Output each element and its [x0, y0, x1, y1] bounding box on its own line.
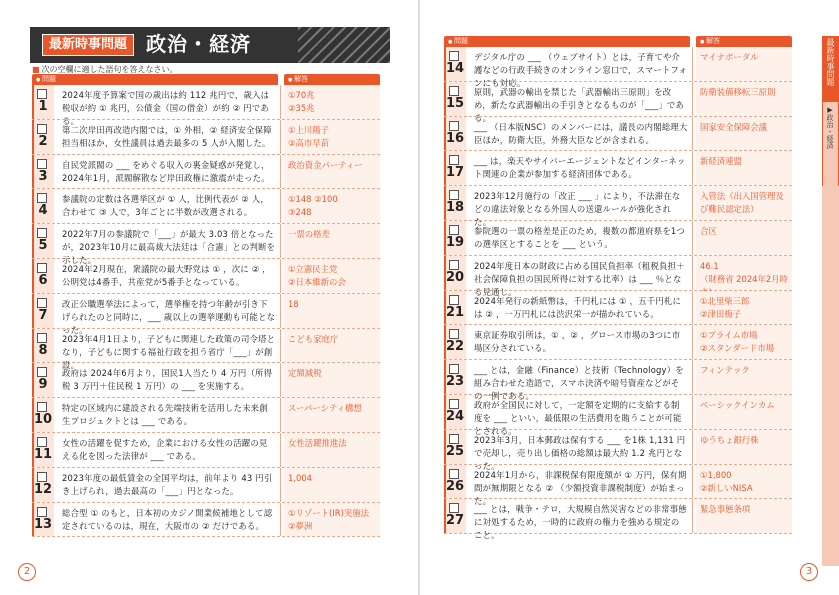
- question-row: [444, 395, 792, 436]
- answer-text: ①70兆 ②35兆: [284, 85, 380, 119]
- checkbox[interactable]: [37, 228, 47, 238]
- answer-text: 合区: [696, 221, 792, 255]
- question-number: 10: [33, 412, 53, 428]
- answer-text: 女性活躍推進法: [284, 433, 380, 467]
- question-row: [444, 465, 792, 506]
- question-text: 女性の活躍を促すため，企業における女性の活躍の見える化を図った法律が ___ である。: [62, 437, 268, 461]
- question-row: [444, 360, 792, 402]
- question-row: [444, 151, 792, 186]
- question-text: 2023年度の最低賃金の全国平均は，前年より 43 円引き上げられ，過去最高の「___」円となった。: [62, 472, 273, 496]
- checkbox[interactable]: [449, 364, 459, 374]
- checkbox[interactable]: [37, 333, 47, 343]
- question-text: 2024年発行の新紙幣は，千円札には ① ，五千円札には ② ，一万円札には渋沢栄一が描かれている。: [474, 295, 682, 319]
- question-text: 自民党派閥の ___ をめぐる収入の裏金疑惑が発覚し，2024年1月，派閥解散など岸田政権に激震が走った。: [62, 159, 270, 183]
- question-number: 27: [445, 513, 465, 529]
- checkbox[interactable]: [449, 329, 459, 339]
- left-page: [0, 0, 419, 595]
- question-row: [32, 363, 380, 398]
- question-text: ___ とは，金融（Finance）と技術（Technology）を組み合わせた造語で，スマホ決済や暗号資産などがその一例である。: [474, 365, 684, 402]
- question-text: 参議院の定数は各選挙区が ① 人，比例代表が ② 人，合わせて ③ 人で，3年ごとに半数が改選される。: [62, 194, 269, 218]
- question-number: 4: [38, 203, 48, 219]
- question-number: 12: [33, 481, 53, 497]
- question-row: [32, 398, 380, 433]
- question-number: 26: [445, 478, 465, 494]
- answer-text: ゆうちょ銀行株: [696, 430, 792, 464]
- checkbox[interactable]: [449, 260, 459, 270]
- answer-text: 一票の格差: [284, 224, 380, 258]
- question-number: 1: [38, 99, 48, 114]
- question-number: 20: [445, 269, 465, 285]
- question-number: 21: [445, 304, 465, 320]
- answer-text: ①上川陽子 ②高市早苗: [284, 120, 380, 154]
- question-text: 改正公職選挙法によって，選挙権を持つ年齢が引き下げられたのと同時に，___ 歳以上の選挙運動も可能となった。: [62, 298, 276, 335]
- answer-text: こども家庭庁: [284, 329, 380, 363]
- checkbox[interactable]: [449, 469, 459, 479]
- question-number: 23: [445, 374, 465, 390]
- question-text: 2023年3月，日本郵政は保有する ___ を1株 1,131 円で売却し，売り出し価格の総額は最大約 1.2 兆円となった。: [474, 434, 686, 471]
- checkbox[interactable]: [449, 86, 459, 96]
- answer-text: 46.1 （財務省 2024年2月時: [696, 256, 792, 290]
- question-row: [32, 503, 380, 538]
- question-row: [32, 259, 380, 294]
- answer-text: ①北里柴三郎 ②津田梅子: [696, 291, 792, 325]
- checkbox[interactable]: [449, 503, 459, 513]
- question-text: 2022年7月の参議院で「___」が最大 3.03 倍となったが，2023年10月に最高裁大法廷は「合憲」との判断を示した。: [62, 229, 276, 266]
- question-row: [32, 329, 380, 370]
- question-row: [32, 155, 380, 190]
- question-text: 東京証券取引所は，① ，② ，グロース市場の3つに市場区分されている。: [474, 330, 681, 354]
- checkbox[interactable]: [449, 295, 459, 305]
- checkbox[interactable]: [449, 51, 459, 61]
- question-number: 16: [445, 130, 465, 146]
- page-number: 3: [800, 563, 818, 581]
- page-number: 2: [18, 563, 36, 581]
- question-number: 9: [38, 377, 48, 393]
- instruction: ■ 次の空欄に適した語句を答えなさい。: [32, 64, 178, 75]
- checkbox[interactable]: [37, 263, 47, 273]
- header-answer: ● 解答: [696, 36, 792, 47]
- question-number: 15: [445, 95, 465, 111]
- question-row: [32, 189, 380, 224]
- question-table-left: [32, 74, 380, 537]
- header-question: ● 問題: [32, 74, 278, 85]
- checkbox[interactable]: [37, 507, 47, 517]
- side-tab-title: 最新時事問題: [826, 38, 835, 86]
- answer-text: 国家安全保障会議: [696, 117, 792, 151]
- checkbox[interactable]: [37, 402, 47, 412]
- question-text: 第二次岸田再改造内閣では，① 外相，② 経済安全保障担当相ほか，女性議員は過去最多の 5 人が入閣した。: [62, 124, 272, 148]
- question-number: 6: [38, 272, 48, 288]
- answer-text: 入管法（出入国管理及び難民認定法）: [696, 186, 792, 220]
- checkbox[interactable]: [449, 121, 459, 131]
- answer-text: ①1,800 ②新しいNISA: [696, 465, 792, 499]
- question-number: 3: [38, 168, 48, 184]
- right-page: [420, 0, 839, 595]
- checkbox[interactable]: [37, 159, 47, 169]
- question-row: [444, 221, 792, 256]
- answer-text: 政治資金パーティー: [284, 155, 380, 189]
- question-row: [444, 256, 792, 297]
- question-text: 2024年2月現在，衆議院の最大野党は ① ，次に ② ，公明党は4番手，共産党が5番手となっている。: [62, 263, 271, 287]
- question-text: 特定の区域内に建設される先端技術を活用した未来創生プロジェクトとは ___ である。: [62, 403, 268, 427]
- question-row: [444, 186, 792, 228]
- checkbox[interactable]: [37, 367, 47, 377]
- checkbox[interactable]: [37, 193, 47, 203]
- question-text: 2023年4月1日より，子どもに関連した政策の司令塔となり，子どもに関する福祉行政を担う省庁「___」が創設。: [62, 333, 276, 370]
- question-number: 24: [445, 408, 465, 424]
- question-text: ___ とは，戦争・テロ，大規模自然災害などの非常事態に対処するため，一時的に政府の権力を強める規定のこと。: [474, 504, 687, 541]
- question-number: 14: [445, 61, 465, 76]
- answer-text: マイナポータル: [696, 47, 792, 81]
- question-row: [444, 117, 792, 152]
- question-text: 2024年度日本の財政に占める国民負担率（租税負担＋社会保障負担の国民所得に対する比率）は ___ ％となる見通し。: [474, 260, 685, 297]
- question-number: 17: [445, 165, 465, 181]
- question-row: [32, 433, 380, 468]
- question-text: デジタル庁の ___ （ウェブサイト）とは，子育てや介護などの行政手続きのオンライン窓口で，スマートフォンにも対応。: [474, 52, 688, 88]
- question-text: 2024年1月から，非課税保有限度額が ① 万円，保有期間が無期限となる ② （少額投資非課税制度）が始まった。: [474, 469, 687, 506]
- answer-text: ①プライム市場 ②スタンダード市場: [696, 325, 792, 359]
- question-text: 2023年12月施行の「改正 ___ 」により，不法滞在などの違法対象となる外国人の送還ルールが強化された。: [474, 191, 681, 228]
- question-number: 25: [445, 443, 465, 459]
- question-text: ___ （日本版NSC）のメンバーには，議長の内閣総理大臣ほか，防衛大臣，外務大臣などが含まれる。: [474, 121, 688, 145]
- question-number: 5: [38, 238, 48, 254]
- question-number: 18: [445, 200, 465, 216]
- checkbox[interactable]: [37, 437, 47, 447]
- header-question: ● 問題: [444, 36, 690, 47]
- question-row: [444, 47, 792, 88]
- answer-text: ①立憲民主党 ②日本維新の会: [284, 259, 380, 293]
- question-row: [32, 294, 380, 335]
- question-number: 19: [445, 234, 465, 250]
- question-text: 原則，武器の輸出を禁じた「武器輸出三原則」を改め，新たな武器輸出の手引きとなるものが「___」である。: [474, 86, 685, 123]
- header-answer: ● 解答: [284, 74, 380, 85]
- question-number: 8: [38, 342, 48, 358]
- answer-text: ①148 ②100 ③248: [284, 189, 380, 223]
- question-row: [444, 291, 792, 326]
- checkbox[interactable]: [449, 155, 459, 165]
- answer-text: 18: [284, 294, 380, 328]
- question-text: 政府は 2024年6月より，国民1人当たり 4 万円（所得税 3 万円＋住民税 1 万円）の ___ を実施する。: [62, 368, 273, 392]
- checkbox[interactable]: [37, 124, 47, 134]
- checkbox[interactable]: [37, 298, 47, 308]
- answer-text: 防衛装備移転三原則: [696, 82, 792, 116]
- question-text: ___ は，楽天やサイバーエージェントなどインターネット関連の企業が参加する経済団体である。: [474, 156, 686, 180]
- question-number: 22: [445, 339, 465, 355]
- question-row: [444, 325, 792, 360]
- checkbox[interactable]: [449, 434, 459, 444]
- answer-text: 定額減税: [284, 363, 380, 397]
- checkbox[interactable]: [37, 89, 47, 99]
- question-text: 政府が全国民に対して，一定額を定期的に支給する制度を ___ といい，最低限の生活費用を賄うことが可能とされる。: [474, 399, 682, 436]
- question-row: [444, 499, 792, 541]
- question-text: 総合型 ① のもと，日本初のカジノ開業候補地として認定されているのは，現在，大阪市の ② だけである。: [62, 507, 273, 531]
- answer-text: ベーシックインカム: [696, 395, 792, 429]
- checkbox[interactable]: [449, 190, 459, 200]
- answer-text: フィンテック: [696, 360, 792, 394]
- side-tab: [822, 36, 839, 186]
- checkbox[interactable]: [449, 399, 459, 409]
- page-title: 政治・経済: [146, 32, 251, 56]
- question-row: [444, 82, 792, 123]
- question-text: 参院選の一票の格差是正のため，複数の都道府県を1つの選挙区とすることを ___ という。: [474, 225, 685, 249]
- question-row: [32, 85, 380, 126]
- question-row: [32, 120, 380, 155]
- question-number: 13: [33, 516, 53, 532]
- checkbox[interactable]: [37, 472, 47, 482]
- question-number: 11: [33, 446, 53, 462]
- question-row: [32, 224, 380, 266]
- question-text: 2024年度予算案で国の歳出は約 112 兆円で，歳入は税収が約 ① 兆円，公債金（国の借金）が約 ② 円である。: [62, 90, 270, 126]
- answer-text: 新経済連盟: [696, 151, 792, 185]
- answer-text: スーパーシティ構想: [284, 398, 380, 432]
- question-number: 2: [38, 133, 48, 149]
- section-tag: 最新時事問題: [42, 34, 134, 56]
- side-tab-sub: ▶政治・経済: [823, 102, 838, 186]
- question-number: 7: [38, 307, 48, 323]
- answer-text: 1,004: [284, 468, 380, 502]
- checkbox[interactable]: [449, 225, 459, 235]
- answer-text: 緊急事態条項: [696, 499, 792, 533]
- question-row: [32, 468, 380, 503]
- question-table-right: [444, 36, 792, 541]
- answer-text: ①リゾート(IR)実施法 ②夢洲: [284, 503, 380, 537]
- question-row: [444, 430, 792, 471]
